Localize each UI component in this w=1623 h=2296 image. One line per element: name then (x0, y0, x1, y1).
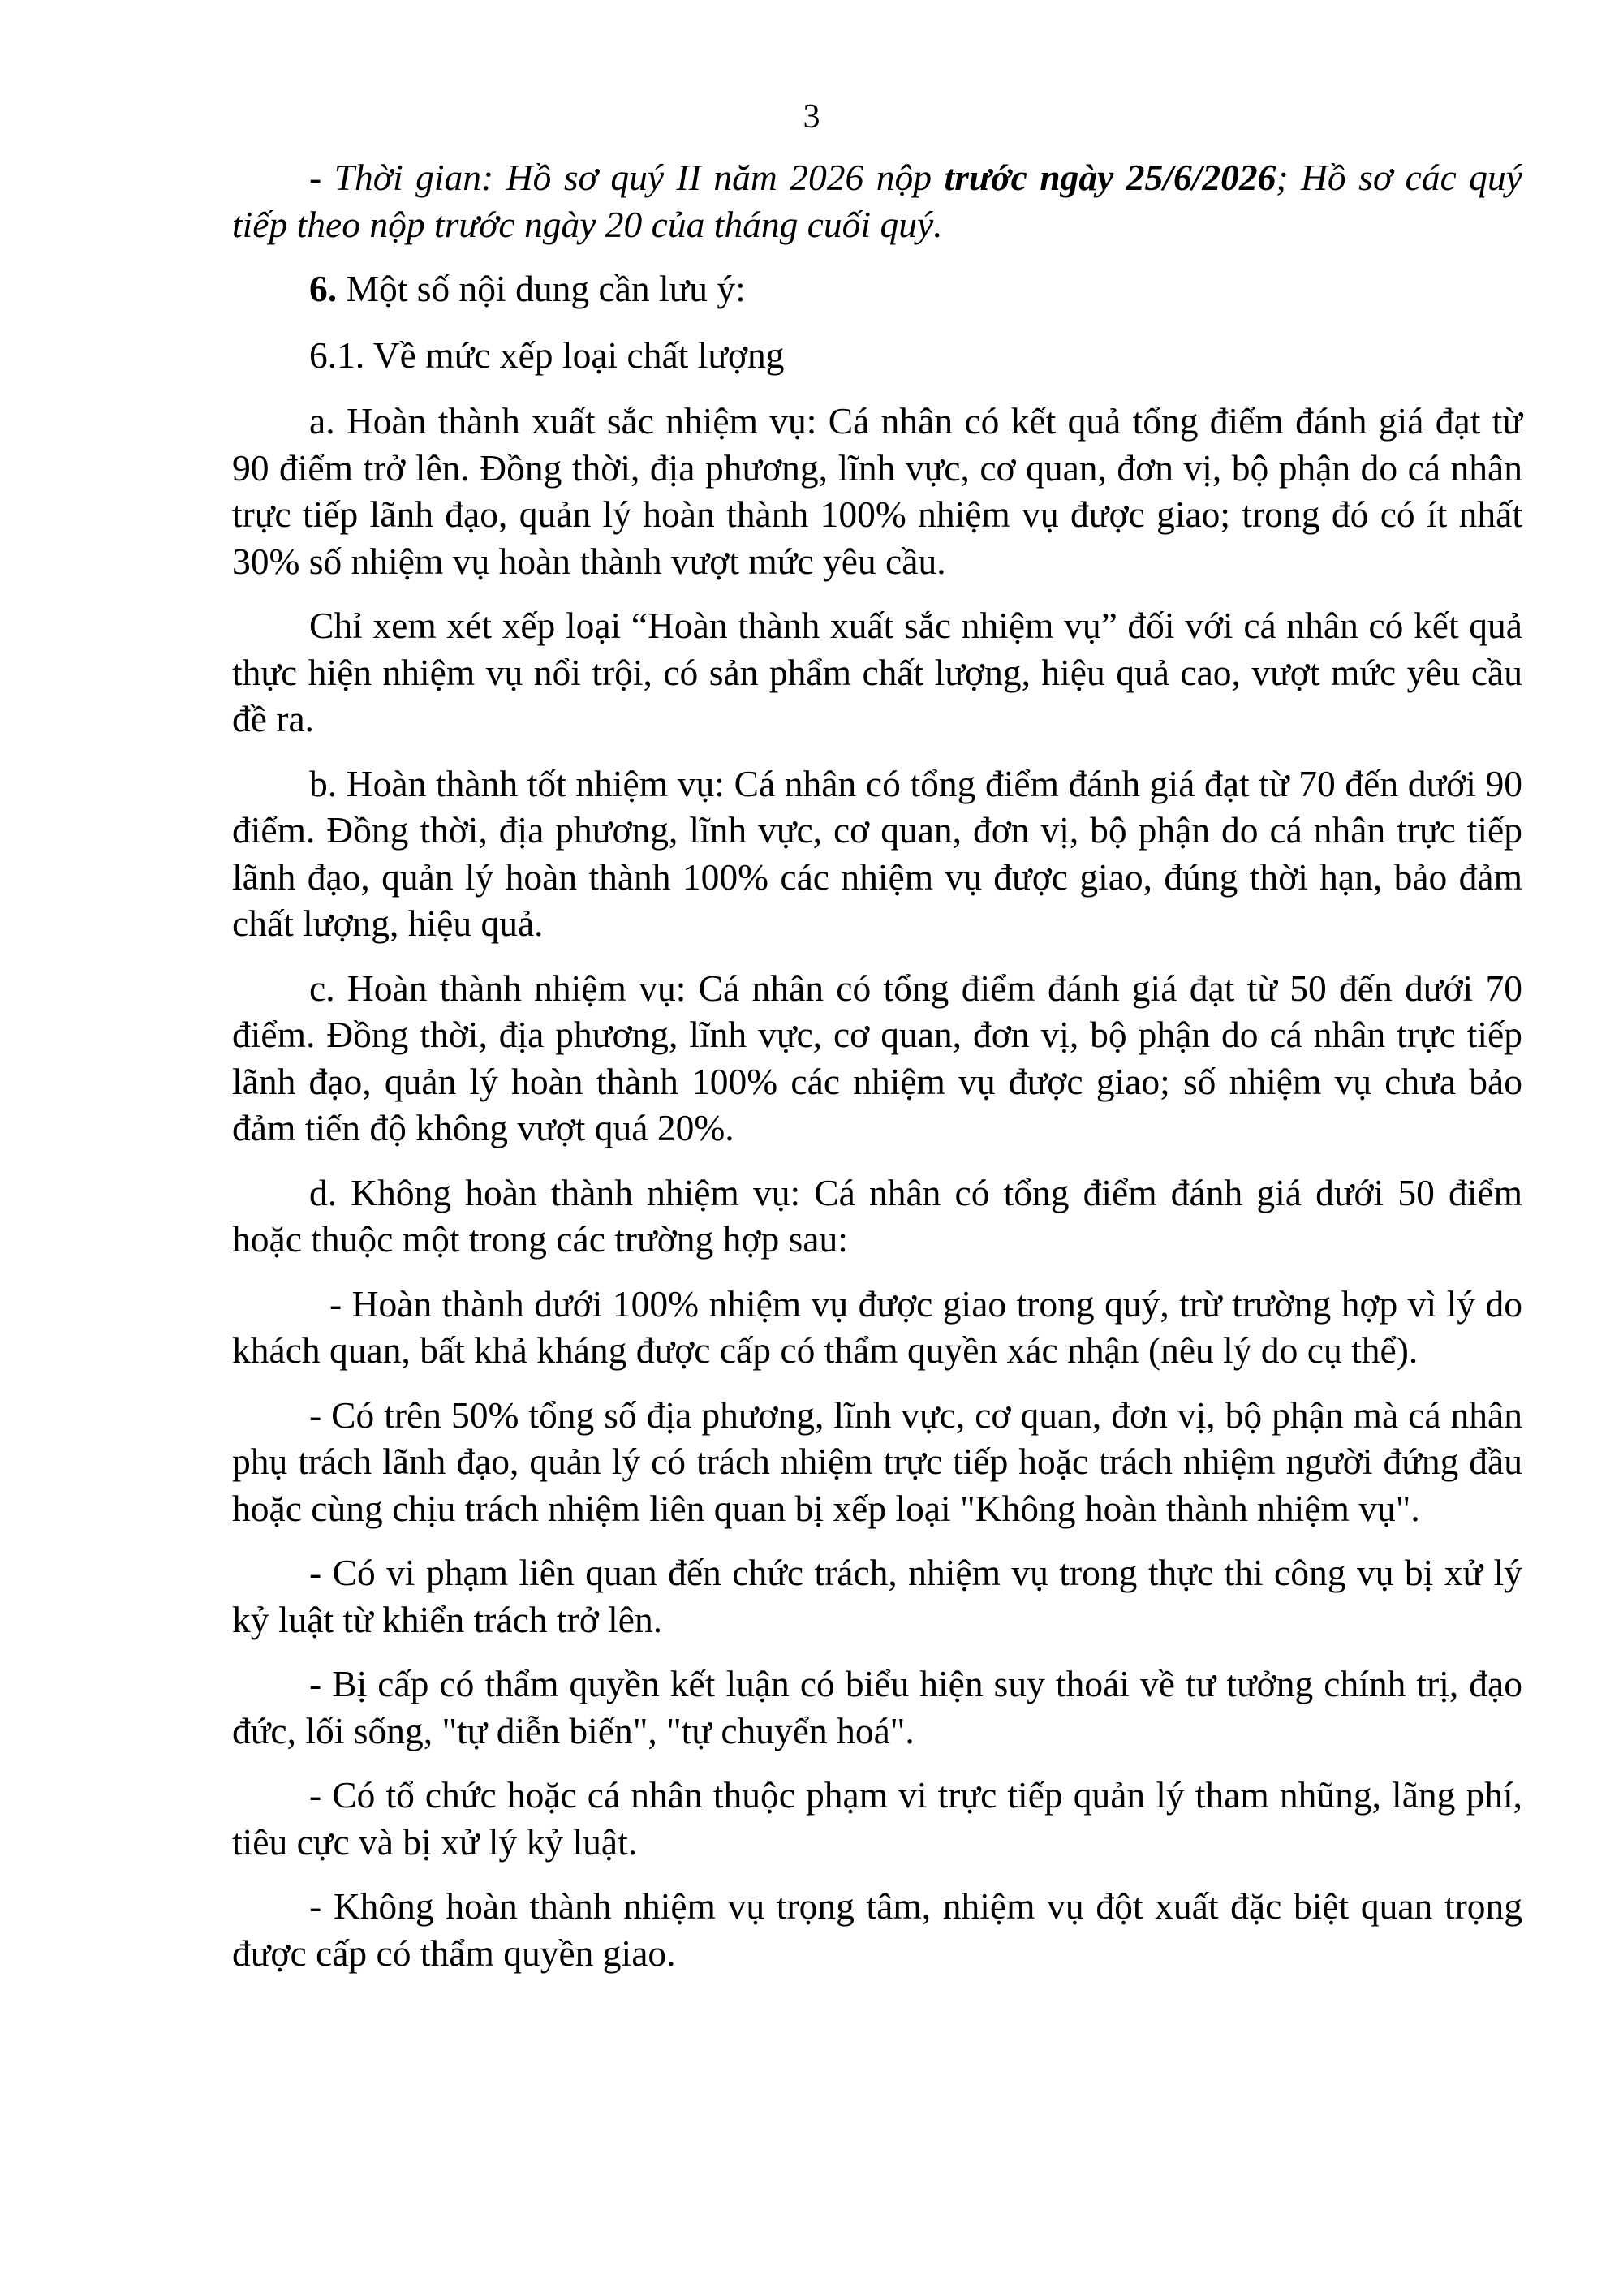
paragraph-d: d. Không hoàn thành nhiệm vụ: Cá nhân có tổng điểm đánh giá dưới 50 điểm hoặc thuộc một trong các trường hợp sau: (232, 1171, 1522, 1260)
section-6-number: 6. (309, 268, 338, 309)
time-note-lead: - Thời gian: Hồ sơ quý II năm 2026 nộp (309, 157, 945, 198)
time-note-tail: ; Hồ sơ các quý tiếp theo nộp trước ngày 20 của tháng cuối quý. (232, 157, 1522, 245)
page-number: 3 (803, 98, 820, 136)
submission-time-note (232, 154, 1522, 248)
d-item-4: - Bị cấp có thẩm quyền kết luận có biểu hiện suy thoái về tư tưởng chính trị, đạo đức, lối sống, "tự diễn biến", "tự chuyển hoá". (232, 1663, 1522, 1751)
deadline-emphasis: trước ngày 25/6/2026 (944, 157, 1276, 198)
section-6-heading (232, 265, 1522, 312)
paragraph-a: a. Hoàn thành xuất sắc nhiệm vụ: Cá nhân có kết quả tổng điểm đánh giá đạt từ 90 điểm trở lên. Đồng thời, địa phương, lĩnh vực, cơ quan, đơn vị, bộ phận do cá nhân trực tiếp lãnh đạo, quản lý hoàn thành 100% nhiệm vụ được giao; trong đó có ít nhất 30% số nhiệm vụ hoàn thành vượt mức yêu cầu. (232, 400, 1522, 582)
d-item-3: - Có vi phạm liên quan đến chức trách, nhiệm vụ trong thực thi công vụ bị xử lý kỷ luật từ khiển trách trở lên. (232, 1552, 1522, 1640)
d-item-5: - Có tổ chức hoặc cá nhân thuộc phạm vi trực tiếp quản lý tham nhũng, lãng phí, tiêu cực và bị xử lý kỷ luật. (232, 1774, 1522, 1863)
section-6-title: Một số nội dung cần lưu ý: (337, 268, 746, 309)
d-item-1: - Hoàn thành dưới 100% nhiệm vụ được giao trong quý, trừ trường hợp vì lý do khách quan, bất khả kháng được cấp có thẩm quyền xác nhận (nêu lý do cụ thể). (232, 1282, 1522, 1371)
d-item-2: - Có trên 50% tổng số địa phương, lĩnh vực, cơ quan, đơn vị, bộ phận mà cá nhân phụ trách lãnh đạo, quản lý có trách nhiệm trực tiếp hoặc trách nhiệm người đứng đầu hoặc cùng chịu trách nhiệm liên quan bị xếp loại "Không hoàn thành nhiệm vụ". (232, 1394, 1522, 1529)
section-6-1-heading: 6.1. Về mức xếp loại chất lượng (309, 334, 785, 376)
paragraph-b: b. Hoàn thành tốt nhiệm vụ: Cá nhân có tổng điểm đánh giá đạt từ 70 đến dưới 90 điểm. Đồng thời, địa phương, lĩnh vực, cơ quan, đơn vị, bộ phận do cá nhân trực tiếp lãnh đạo, quản lý hoàn thành 100% các nhiệm vụ được giao, đúng thời hạn, bảo đảm chất lượng, hiệu quả. (232, 762, 1522, 944)
document-body (232, 154, 1522, 1992)
paragraph-c: c. Hoàn thành nhiệm vụ: Cá nhân có tổng điểm đánh giá đạt từ 50 đến dưới 70 điểm. Đồng thời, địa phương, lĩnh vực, cơ quan, đơn vị, bộ phận do cá nhân trực tiếp lãnh đạo, quản lý hoàn thành 100% các nhiệm vụ được giao; số nhiệm vụ chưa bảo đảm tiến độ không vượt quá 20%. (232, 967, 1522, 1148)
paragraph-a-note: Chỉ xem xét xếp loại “Hoàn thành xuất sắc nhiệm vụ” đối với cá nhân có kết quả thực hiện nhiệm vụ nổi trội, có sản phẩm chất lượng, hiệu quả cao, vượt mức yêu cầu đề ra. (232, 605, 1522, 739)
d-item-6: - Không hoàn thành nhiệm vụ trọng tâm, nhiệm vụ đột xuất đặc biệt quan trọng được cấp có thẩm quyền giao. (232, 1885, 1522, 1974)
